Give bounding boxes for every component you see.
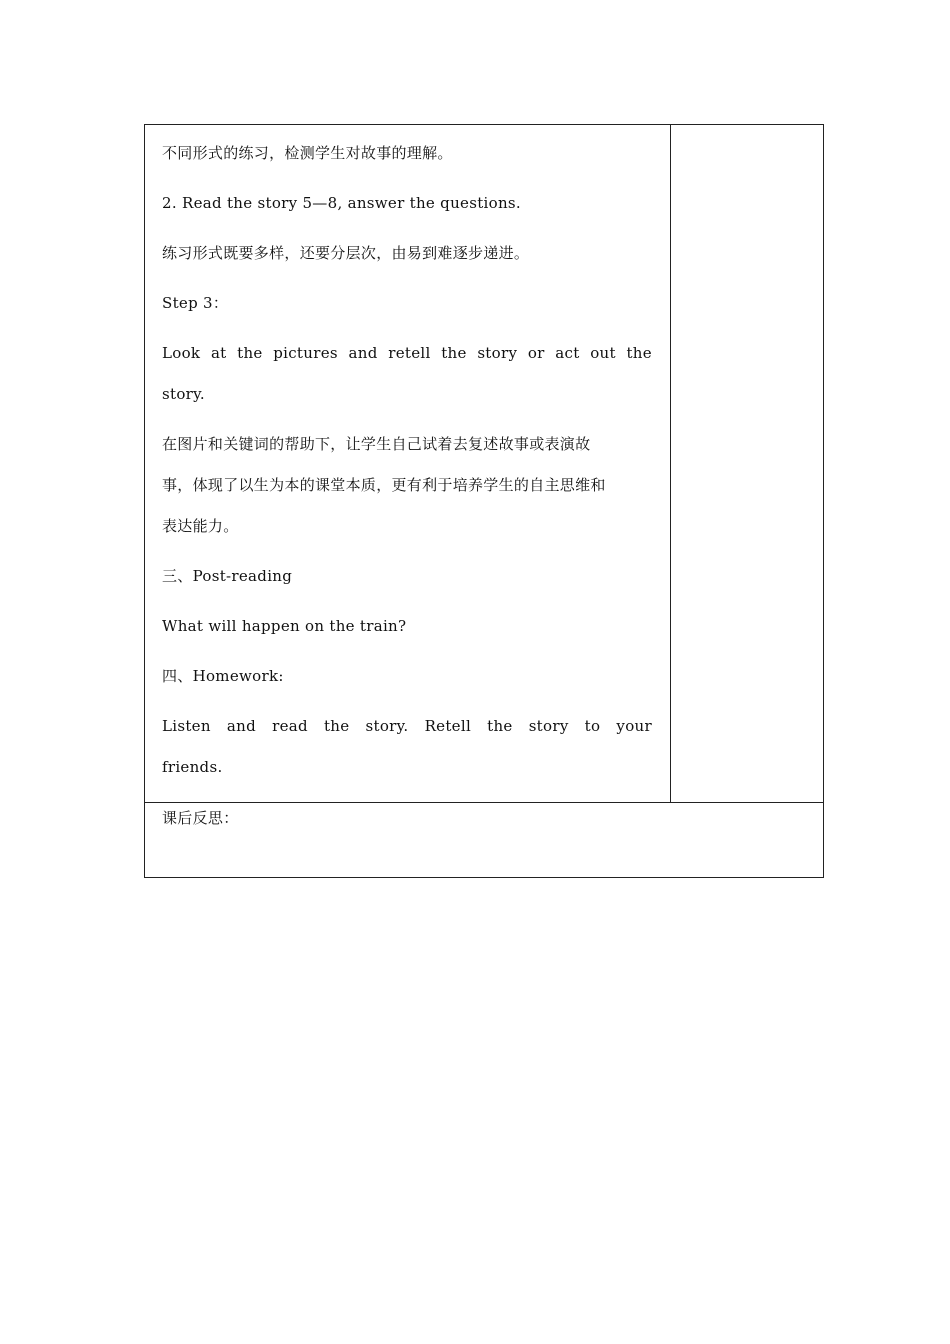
text-line-6: story. [162,385,205,403]
word: at [210,344,227,362]
text-line-3: 练习形式既要多样，还要分层次，由易到难逐步递进。 [162,244,530,262]
reflection-label: 课后反思： [162,809,239,827]
word: story [477,344,518,362]
word: to [584,717,601,735]
word: pictures [273,344,338,362]
column-divider [670,125,671,803]
text-line-5 [162,343,652,363]
word: Retell [424,717,472,735]
word: the [626,344,652,362]
word: read [272,717,308,735]
row-divider [145,802,823,803]
word: the [487,717,513,735]
text-line-7: 在图片和关键词的帮助下，让学生自己试着去复述故事或表演故 [162,435,591,453]
text-line-9: 表达能力。 [162,517,239,535]
word: or [527,344,545,362]
text-line-1: 不同形式的练习，检测学生对故事的理解。 [162,144,453,162]
word: the [323,717,350,735]
text-line-13 [162,716,652,736]
lesson-plan-table [144,124,824,878]
text-line-14: friends. [162,758,223,776]
word: the [441,344,467,362]
word: out [590,344,616,362]
word: act [555,344,580,362]
text-line-11: What will happen on the train? [162,617,407,635]
word: retell [388,344,431,362]
word: story [528,717,569,735]
word: and [348,344,378,362]
word: story. [365,717,409,735]
word: Listen [162,717,211,735]
word: and [226,717,257,735]
text-line-2: 2. Read the story 5—8, answer the questions. [162,194,521,212]
word: your [616,717,652,735]
homework-heading: 四、Homework: [162,667,284,685]
word: the [237,344,263,362]
step-3-heading: Step 3： [162,294,229,312]
post-reading-heading: 三、Post-reading [162,567,293,585]
text-line-8: 事，体现了以生为本的课堂本质，更有利于培养学生的自主思维和 [162,476,606,494]
word: Look [162,344,201,362]
